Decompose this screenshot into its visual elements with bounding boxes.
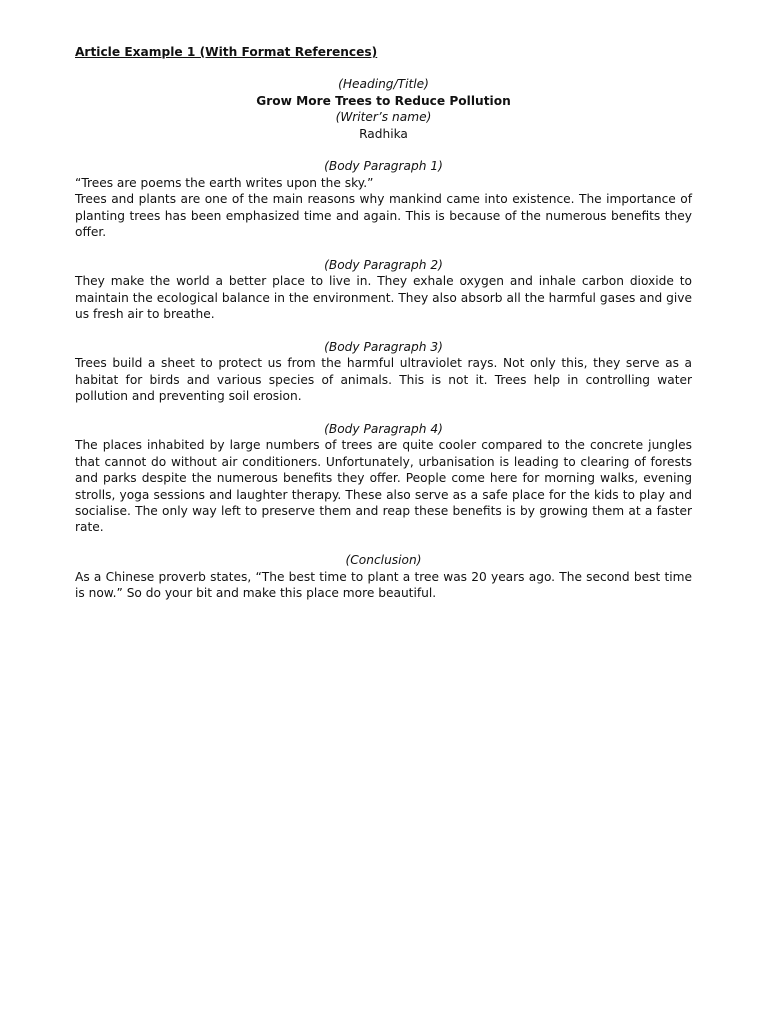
section-reference-2: (Body Paragraph 2): [324, 257, 443, 272]
section-reference-3: (Body Paragraph 3): [324, 339, 443, 354]
document-heading: Article Example 1 (With Format References): [75, 45, 378, 59]
spacer: [75, 142, 692, 158]
body-paragraph-3: Trees build a sheet to protect us from the harmful ultraviolet rays. Not only this, they serve as a habitat for birds and various species of animals. This is not it. Trees help in controlling water pollution and preventing soil erosion.: [75, 356, 692, 404]
conclusion-reference: (Conclusion): [345, 553, 422, 568]
article-title: Grow More Trees to Reduce Pollution: [256, 93, 511, 108]
writer-reference: (Writer’s name): [335, 110, 432, 125]
opening-quote: “Trees are poems the earth writes upon the sky.”: [75, 175, 374, 190]
body-paragraph-4: The places inhabited by large numbers of trees are quite cooler compared to the concrete jungles that cannot do without air conditioners. Unfortunately, urbanisation is leading to clearing of forests and parks despite the numerous benefits they offer. People come here for morning walks, evening strolls, yoga sessions and laughter therapy. These also serve as a safe place for the kids to play and socialise. The only way left to preserve them and reap these benefits is by growing them at a faster rate.: [75, 438, 692, 535]
title-reference: (Heading/Title): [338, 77, 429, 92]
spacer: [75, 322, 692, 338]
document-content: [75, 44, 692, 601]
spacer: [75, 404, 692, 420]
writer-name: Radhika: [359, 126, 408, 141]
conclusion-paragraph: As a Chinese proverb states, “The best time to plant a tree was 20 years ago. The second best time is now.” So do your bit and make this place more beautiful.: [75, 569, 692, 600]
body-paragraph-1: Trees and plants are one of the main reasons why mankind came into existence. The importance of planting trees has been emphasized time and again. This is because of the numerous benefits they offer.: [75, 192, 692, 240]
section-reference-1: (Body Paragraph 1): [324, 159, 443, 174]
spacer: [75, 536, 692, 552]
spacer: [75, 240, 692, 256]
section-reference-4: (Body Paragraph 4): [324, 421, 443, 436]
body-paragraph-2: They make the world a better place to live in. They exhale oxygen and inhale carbon dioxide to maintain the ecological balance in the environment. They also absorb all the harmful gases and give us fresh air to breathe.: [75, 274, 692, 322]
